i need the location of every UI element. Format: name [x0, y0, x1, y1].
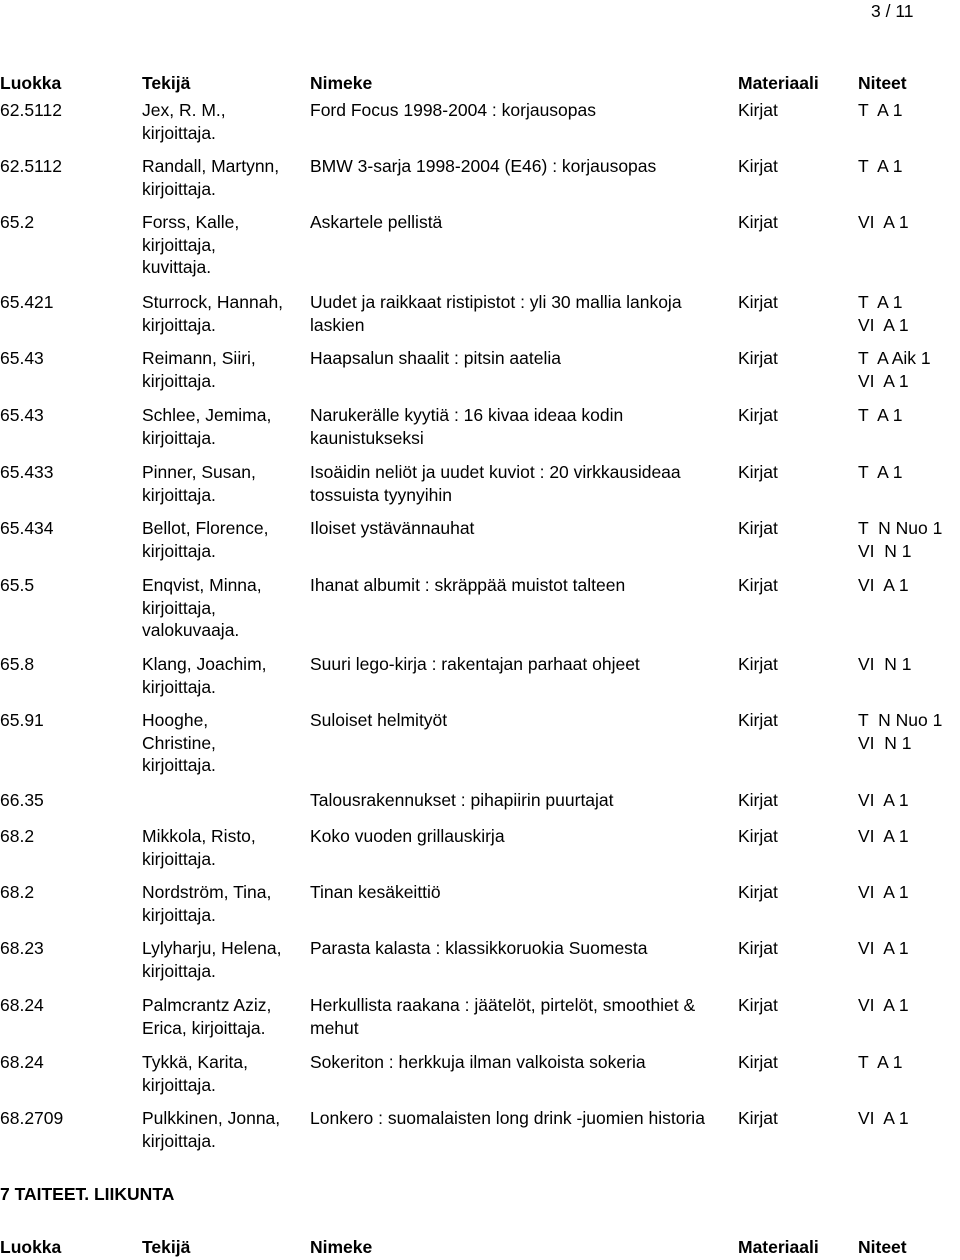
cell-materiaali: Kirjat — [738, 348, 778, 368]
cell-luokka: 68.24 — [0, 995, 44, 1015]
cell-niteet: T A 1 — [858, 462, 903, 482]
cell-niteet: T A Aik 1 VI A 1 — [858, 348, 931, 391]
header-luokka: Luokka — [0, 1237, 62, 1257]
cell-nimeke: Talousrakennukset : pihapiirin puurtajat — [310, 790, 614, 810]
cell-nimeke: Haapsalun shaalit : pitsin aatelia — [310, 348, 561, 368]
cell-luokka: 62.5112 — [0, 100, 62, 120]
cell-nimeke: Askartele pellistä — [310, 212, 443, 232]
header-tekija: Tekijä — [142, 73, 191, 93]
cell-niteet: VI A 1 — [858, 575, 909, 595]
cell-nimeke: Iloiset ystävännauhat — [310, 518, 475, 538]
cell-nimeke: Parasta kalasta : klassikkoruokia Suomesta — [310, 938, 648, 958]
cell-niteet: VI A 1 — [858, 826, 909, 846]
cell-nimeke: BMW 3-sarja 1998-2004 (E46) : korjausopas — [310, 156, 657, 176]
cell-luokka: 65.91 — [0, 710, 44, 730]
cell-tekija: Sturrock, Hannah, kirjoittaja. — [142, 292, 284, 335]
cell-luokka: 68.2 — [0, 882, 35, 902]
cell-materiaali: Kirjat — [738, 156, 778, 176]
cell-niteet: T A 1 — [858, 100, 903, 120]
cell-nimeke: Ford Focus 1998-2004 : korjausopas — [310, 100, 596, 120]
cell-materiaali: Kirjat — [738, 1052, 778, 1072]
cell-nimeke: Suloiset helmityöt — [310, 710, 448, 730]
cell-luokka: 65.421 — [0, 292, 54, 312]
cell-luokka: 65.8 — [0, 654, 35, 674]
cell-materiaali: Kirjat — [738, 790, 778, 810]
cell-nimeke: Lonkero : suomalaisten long drink -juomien historia — [310, 1108, 705, 1128]
cell-materiaali: Kirjat — [738, 100, 778, 120]
cell-luokka: 65.433 — [0, 462, 54, 482]
cell-tekija: Forss, Kalle, kirjoittaja, kuvittaja. — [142, 212, 240, 277]
section-title: 7 TAITEET. LIIKUNTA — [0, 1184, 175, 1204]
header-niteet: Niteet — [858, 73, 907, 93]
cell-tekija: Tykkä, Karita, kirjoittaja. — [142, 1052, 249, 1095]
cell-niteet: VI A 1 — [858, 790, 909, 810]
cell-niteet: T N Nuo 1 VI N 1 — [858, 518, 943, 561]
cell-tekija: Reimann, Siiri, kirjoittaja. — [142, 348, 256, 391]
cell-luokka: 68.24 — [0, 1052, 44, 1072]
cell-niteet: VI N 1 — [858, 654, 912, 674]
cell-nimeke: Sokeriton : herkkuja ilman valkoista sokeria — [310, 1052, 646, 1072]
cell-tekija: Schlee, Jemima, kirjoittaja. — [142, 405, 272, 448]
cell-tekija: Jex, R. M., kirjoittaja. — [142, 100, 226, 143]
header-nimeke: Nimeke — [310, 1237, 373, 1257]
cell-luokka: 65.5 — [0, 575, 35, 595]
header-materiaali: Materiaali — [738, 1237, 819, 1257]
cell-niteet: T A 1 — [858, 1052, 903, 1072]
cell-nimeke: Koko vuoden grillauskirja — [310, 826, 505, 846]
cell-materiaali: Kirjat — [738, 518, 778, 538]
cell-niteet: T N Nuo 1 VI N 1 — [858, 710, 943, 753]
cell-materiaali: Kirjat — [738, 575, 778, 595]
cell-luokka: 68.2 — [0, 826, 35, 846]
cell-tekija: Enqvist, Minna, kirjoittaja, valokuvaaja. — [142, 575, 262, 640]
cell-materiaali: Kirjat — [738, 462, 778, 482]
cell-niteet: VI A 1 — [858, 995, 909, 1015]
cell-luokka: 65.434 — [0, 518, 54, 538]
cell-materiaali: Kirjat — [738, 938, 778, 958]
header-materiaali: Materiaali — [738, 73, 819, 93]
cell-materiaali: Kirjat — [738, 212, 778, 232]
cell-nimeke: Herkullista raakana : jäätelöt, pirtelöt, smoothiet & mehut — [310, 995, 696, 1038]
cell-tekija: Palmcrantz Aziz, Erica, kirjoittaja. — [142, 995, 272, 1038]
cell-tekija: Randall, Martynn, kirjoittaja. — [142, 156, 280, 199]
cell-luokka: 65.2 — [0, 212, 35, 232]
cell-materiaali: Kirjat — [738, 826, 778, 846]
cell-tekija: Nordström, Tina, kirjoittaja. — [142, 882, 272, 925]
cell-nimeke: Uudet ja raikkaat ristipistot : yli 30 mallia lankoja laskien — [310, 292, 682, 335]
cell-luokka: 62.5112 — [0, 156, 62, 176]
cell-niteet: VI A 1 — [858, 212, 909, 232]
cell-luokka: 68.2709 — [0, 1108, 64, 1128]
header-niteet: Niteet — [858, 1237, 907, 1257]
cell-materiaali: Kirjat — [738, 710, 778, 730]
cell-nimeke: Suuri lego-kirja : rakentajan parhaat ohjeet — [310, 654, 640, 674]
cell-tekija: Mikkola, Risto, kirjoittaja. — [142, 826, 256, 869]
table-header — [0, 72, 960, 94]
cell-luokka: 68.23 — [0, 938, 44, 958]
cell-luokka: 65.43 — [0, 348, 44, 368]
cell-nimeke: Tinan kesäkeittiö — [310, 882, 441, 902]
cell-tekija: Pinner, Susan, kirjoittaja. — [142, 462, 256, 505]
cell-niteet: VI A 1 — [858, 1108, 909, 1128]
cell-niteet: VI A 1 — [858, 882, 909, 902]
page-number: 3 / 11 — [871, 1, 914, 21]
cell-materiaali: Kirjat — [738, 405, 778, 425]
cell-niteet: VI A 1 — [858, 938, 909, 958]
cell-nimeke: Ihanat albumit : skräppää muistot talteen — [310, 575, 626, 595]
cell-materiaali: Kirjat — [738, 654, 778, 674]
cell-materiaali: Kirjat — [738, 995, 778, 1015]
cell-tekija: Klang, Joachim, kirjoittaja. — [142, 654, 267, 697]
cell-tekija: Lylyharju, Helena, kirjoittaja. — [142, 938, 282, 981]
cell-tekija: Hooghe, Christine, kirjoittaja. — [142, 710, 216, 775]
cell-materiaali: Kirjat — [738, 292, 778, 312]
cell-tekija: Bellot, Florence, kirjoittaja. — [142, 518, 269, 561]
cell-niteet: T A 1 — [858, 156, 903, 176]
header-tekija: Tekijä — [142, 1237, 191, 1257]
table-header-2 — [0, 1236, 960, 1258]
cell-luokka: 65.43 — [0, 405, 44, 425]
header-luokka: Luokka — [0, 73, 62, 93]
cell-materiaali: Kirjat — [738, 1108, 778, 1128]
cell-niteet: T A 1 — [858, 405, 903, 425]
cell-nimeke: Narukerälle kyytiä : 16 kivaa ideaa kodin kaunistukseksi — [310, 405, 624, 448]
cell-materiaali: Kirjat — [738, 882, 778, 902]
cell-luokka: 66.35 — [0, 790, 44, 810]
cell-nimeke: Isoäidin neliöt ja uudet kuviot : 20 virkkausideaa tossuista tyynyihin — [310, 462, 681, 505]
header-nimeke: Nimeke — [310, 73, 373, 93]
cell-tekija: Pulkkinen, Jonna, kirjoittaja. — [142, 1108, 281, 1151]
cell-niteet: T A 1 VI A 1 — [858, 292, 909, 335]
